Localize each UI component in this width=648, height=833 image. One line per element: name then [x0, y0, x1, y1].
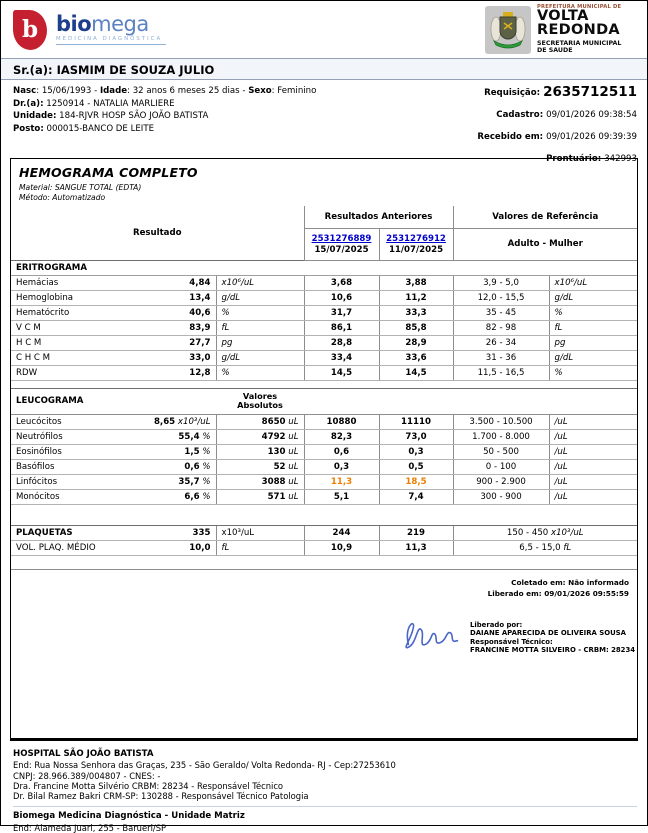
ref-unit: /uL [549, 429, 637, 444]
result-value: 0,6 [184, 461, 200, 472]
doctor-value: 1250914 - NATALIA MARLIERE [43, 98, 175, 109]
param-name: Hemoglobina [16, 292, 74, 303]
prev-value-2: 85,8 [379, 320, 453, 335]
param-name: PLAQUETAS [16, 527, 73, 538]
result-unit: x10³/uL [216, 525, 304, 540]
idade-label: Idade [99, 86, 128, 96]
ref-unit: % [549, 305, 637, 320]
nasc-label: Nasc [13, 86, 37, 96]
result-value: 55,4 [178, 431, 200, 442]
results-box [10, 158, 638, 741]
result-value: 1,5 [184, 446, 200, 457]
table-row [11, 429, 637, 444]
prev-value-1: 3,68 [304, 275, 379, 290]
report-footer [1, 741, 647, 833]
prev-value-1: 11,3 [304, 474, 379, 489]
ref-range: 900 - 2.900 [453, 474, 549, 489]
abs-number: 4792 [261, 431, 286, 442]
sexo-label: Sexo [248, 86, 272, 96]
result-unit: % [199, 446, 211, 457]
table-header-row-1 [11, 206, 637, 228]
prev-value-2: 11,3 [379, 540, 453, 555]
result-value: 83,9 [189, 322, 211, 333]
prev-result-1-header [304, 228, 379, 260]
ref-unit: g/dL [549, 290, 637, 305]
logo-text-mega: mega [91, 11, 149, 36]
result-unit: % [199, 461, 211, 472]
logo-text-bio: bio [56, 11, 92, 36]
col-anteriores-header: Resultados Anteriores [304, 206, 453, 228]
prontuario-label: Prontuário: [546, 153, 605, 164]
ref-range: 0 - 100 [453, 459, 549, 474]
abs-unit: uL [285, 476, 299, 487]
result-unit: % [216, 305, 304, 320]
recebido-line [477, 131, 637, 144]
param-name: Hematócrito [16, 307, 70, 318]
cadastro-value: 09/01/2026 09:38:54 [546, 109, 637, 120]
footer-divider [13, 806, 637, 807]
material-value: SANGUE TOTAL (EDTA) [52, 183, 142, 192]
result-unit: g/dL [216, 350, 304, 365]
absolute-value [216, 444, 304, 459]
requisicao-line [477, 86, 637, 100]
prev-value-2: 11,2 [379, 290, 453, 305]
logo-wordmark [56, 11, 166, 45]
table-row [11, 444, 637, 459]
result-unit: pg [216, 335, 304, 350]
result-value: 4,84 [189, 277, 211, 288]
result-unit: x10⁶/uL [216, 275, 304, 290]
recebido-label: Recebido em: [477, 132, 547, 142]
liberado-value: 09/01/2026 09:55:59 [544, 589, 629, 598]
ref-range-value: 6,5 - 15,0 [519, 542, 564, 553]
patient-name: IASMIM DE SOUZA JULIO [56, 63, 215, 77]
prev-value-1: 0,6 [304, 444, 379, 459]
absolute-value [216, 414, 304, 429]
ref-unit: g/dL [549, 350, 637, 365]
signature-block [399, 616, 637, 655]
table-row [11, 489, 637, 504]
prev-value-2: 11110 [379, 414, 453, 429]
result-value: 33,0 [189, 352, 211, 363]
prev-value-1: 244 [304, 525, 379, 540]
ref-unit: % [549, 365, 637, 380]
prev-value-1: 10880 [304, 414, 379, 429]
sexo-value: : Feminino [271, 86, 317, 96]
abs-header-line1: Valores [242, 391, 278, 401]
city-name-line2: REDONDA [537, 21, 620, 38]
liberado-por-label: Liberado por: [470, 620, 523, 629]
abs-unit: uL [285, 416, 299, 427]
result-unit: fL [216, 320, 304, 335]
patient-name-label: Sr.(a): [13, 63, 53, 77]
patient-details [1, 80, 647, 164]
param-name: Linfócitos [16, 476, 58, 487]
prev-value-2: 33,6 [379, 350, 453, 365]
material-line [19, 183, 629, 193]
liberado-label: Liberado em: [487, 589, 545, 598]
metodo-line [19, 193, 629, 203]
ref-range: 50 - 500 [453, 444, 549, 459]
ref-unit: fL [563, 542, 572, 553]
nasc-value: : 15/06/1993 - [36, 86, 100, 96]
ref-range [453, 540, 637, 555]
ref-range: 300 - 900 [453, 489, 549, 504]
param-name: V C M [16, 322, 41, 333]
param-name: Neutrófilos [16, 431, 63, 442]
secretaria-line [537, 40, 637, 55]
table-row [11, 320, 637, 335]
absolute-value [216, 429, 304, 444]
prev-requisition-link-1[interactable]: 2531276889 [311, 233, 372, 244]
abs-unit: uL [285, 491, 299, 502]
spacer-row [11, 555, 637, 569]
hospital-address: End: Rua Nossa Senhora das Graças, 235 - São Geraldo/ Volta Redonda- RJ - Cep:27253610 [13, 760, 396, 771]
prev-value-2: 14,5 [379, 365, 453, 380]
prev-value-1: 0,3 [304, 459, 379, 474]
result-unit: % [199, 476, 211, 487]
result-unit: % [199, 491, 211, 502]
volta-redonda-crest-icon [485, 6, 531, 54]
prev-value-1: 28,8 [304, 335, 379, 350]
ref-unit: /uL [549, 459, 637, 474]
spacer-row [11, 380, 637, 388]
hospital-resp-2: Dr. Bilal Ramez Bakri CRM-SP: 130288 - Responsável Técnico Patologia [13, 791, 309, 802]
metodo-value: Automatizado [49, 193, 106, 202]
section-title: ERITROGRAMA [11, 260, 637, 275]
prev-date-2: 11/07/2025 [388, 244, 444, 255]
table-row [11, 540, 637, 555]
result-unit: % [199, 431, 211, 442]
cadastro-line [477, 109, 637, 122]
result-value: 10,0 [189, 542, 211, 553]
ref-unit: fL [549, 320, 637, 335]
doctor-label: Dr.(a): [13, 98, 44, 109]
table-row [11, 335, 637, 350]
table-row [11, 365, 637, 380]
abs-unit: uL [285, 446, 299, 457]
coletado-line [19, 577, 629, 589]
liberado-por-name: DAIANE APARECIDA DE OLIVEIRA SOUSA [470, 629, 626, 638]
result-value: 12,8 [189, 367, 211, 378]
exam-header [11, 159, 637, 206]
matriz-name: Biomega Medicina Diagnóstica - Unidade Matriz [13, 811, 245, 822]
request-meta [477, 86, 637, 165]
abs-values-header [216, 388, 304, 414]
col-resultado-header: Resultado [132, 227, 182, 238]
hospital-name: HOSPITAL SÃO JOÃO BATISTA [13, 749, 154, 759]
release-info [11, 570, 637, 600]
absolute-value [216, 474, 304, 489]
ref-unit: /uL [549, 489, 637, 504]
ref-range: 26 - 34 [453, 335, 549, 350]
abs-number: 571 [267, 491, 286, 502]
prev-value-2: 0,5 [379, 459, 453, 474]
ref-unit: x10⁶/uL [549, 275, 637, 290]
param-name: Leucócitos [16, 416, 62, 427]
param-name: Hemácias [16, 277, 59, 288]
ref-unit: x10³/uL [551, 527, 584, 538]
prev-value-2: 18,5 [379, 474, 453, 489]
param-name: VOL. PLAQ. MÉDIO [16, 542, 96, 553]
prev-value-1: 86,1 [304, 320, 379, 335]
matriz-address: End: Alameda Juari, 255 - Barueri/SP [13, 822, 167, 833]
biomega-logo [13, 10, 166, 50]
report-header [1, 1, 647, 58]
abs-number: 8650 [261, 416, 286, 427]
prev-value-1: 10,9 [304, 540, 379, 555]
ref-unit: pg [549, 335, 637, 350]
table-row [11, 275, 637, 290]
absolute-value [216, 459, 304, 474]
abs-unit: uL [285, 431, 299, 442]
secretaria-line2: DE SAUDE [537, 47, 573, 55]
prev-value-2: 0,3 [379, 444, 453, 459]
posto-label: Posto: [13, 123, 44, 134]
ref-range: 1.700 - 8.000 [453, 429, 549, 444]
result-unit: x10³/uL [175, 416, 211, 427]
abs-number: 52 [273, 461, 286, 472]
section-header-filler [304, 388, 637, 414]
posto-value: 000015-BANCO DE LEITE [43, 123, 155, 134]
prev-value-2: 33,3 [379, 305, 453, 320]
prev-value-1: 14,5 [304, 365, 379, 380]
drop-letter: b [21, 16, 39, 43]
table-row [11, 414, 637, 429]
section-leucograma [11, 388, 637, 414]
result-value: 13,4 [189, 292, 211, 303]
result-value: 335 [192, 527, 211, 538]
ref-range: 35 - 45 [453, 305, 549, 320]
prev-value-1: 31,7 [304, 305, 379, 320]
prev-value-2: 219 [379, 525, 453, 540]
param-name: Basófilos [16, 461, 55, 472]
table-row [11, 459, 637, 474]
hospital-resp-1: Dra. Francine Motta Silvério CRBM: 28234 - Responsável Técnico [13, 780, 284, 791]
coletado-value: Não informado [568, 577, 629, 587]
result-value: 40,6 [189, 307, 211, 318]
table-row [11, 350, 637, 365]
ref-range: 82 - 98 [453, 320, 549, 335]
result-unit: g/dL [216, 290, 304, 305]
prev-value-1: 10,6 [304, 290, 379, 305]
table-row [11, 525, 637, 540]
col-referencia-header: Valores de Referência [453, 206, 637, 228]
prev-value-1: 82,3 [304, 429, 379, 444]
blood-drop-icon [13, 10, 47, 50]
metodo-label: Método: [19, 193, 50, 202]
param-name: Eosinófilos [16, 446, 62, 457]
ref-unit: /uL [549, 474, 637, 489]
abs-number: 130 [267, 446, 286, 457]
coletado-label: Coletado em: [511, 577, 569, 587]
liberado-line [19, 588, 629, 600]
table-row [11, 290, 637, 305]
prev-value-2: 73,0 [379, 429, 453, 444]
prev-date-1: 15/07/2025 [314, 244, 369, 255]
recebido-value: 09/01/2026 09:39:39 [546, 132, 637, 142]
abs-header-line2: Absolutos [237, 400, 283, 410]
prev-value-1: 5,1 [304, 489, 379, 504]
resp-tecnico-label: Responsável Técnico: [470, 637, 553, 646]
prontuario-line [477, 153, 637, 166]
prev-value-1: 33,4 [304, 350, 379, 365]
table-row [11, 474, 637, 489]
exam-meta [19, 183, 629, 203]
requisicao-label: Requisição: [484, 88, 544, 98]
results-table [11, 206, 637, 570]
prev-value-2: 7,4 [379, 489, 453, 504]
ref-range [453, 525, 637, 540]
ref-range: 31 - 36 [453, 350, 549, 365]
section-title: LEUCOGRAMA [11, 388, 216, 414]
unidade-value: 184-RJVR HOSP SÃO JOÃO BATISTA [56, 111, 209, 121]
cadastro-label: Cadastro: [496, 109, 547, 120]
abs-unit: uL [285, 461, 299, 472]
ref-unit: /uL [549, 414, 637, 429]
ref-range: 12,0 - 15,5 [453, 290, 549, 305]
material-label: Material: [19, 183, 53, 192]
signature-image [399, 616, 465, 654]
secretaria-line1: SECRETARIA MUNICIPAL [537, 39, 622, 47]
requisicao-number: 2635712511 [543, 84, 637, 100]
table-row [11, 305, 637, 320]
idade-value: : 32 anos 6 meses 25 dias - [127, 86, 249, 96]
param-name: RDW [16, 367, 38, 378]
logo-subtitle: MEDICINA DIAGNÓSTICA [56, 37, 166, 45]
result-value: 27,7 [189, 337, 211, 348]
param-name: H C M [16, 337, 42, 348]
spacer-row [11, 504, 637, 525]
result-value: 6,6 [184, 491, 200, 502]
exam-title: HEMOGRAMA COMPLETO [19, 165, 198, 180]
param-name: C H C M [16, 352, 51, 363]
ref-range: 3.500 - 10.500 [453, 414, 549, 429]
city-name-line1: VOLTA [537, 8, 589, 25]
prontuario-value: 342993 [604, 153, 637, 164]
ref-unit: /uL [549, 444, 637, 459]
section-eritrograma [11, 260, 637, 275]
prev-result-2-header [379, 228, 453, 260]
param-name: Monócitos [16, 491, 60, 502]
abs-number: 3088 [261, 476, 286, 487]
resp-tecnico-name: FRANCINE MOTTA SILVEIRO - CRBM: 28234 [470, 646, 636, 655]
signature-text [470, 616, 635, 655]
hospital-cnpj: CNPJ: 28.966.389/004807 - CNES: - [13, 770, 161, 781]
ref-range: 3,9 - 5,0 [453, 275, 549, 290]
prev-requisition-link-2[interactable]: 2531276912 [386, 233, 446, 244]
municipality-block [485, 4, 637, 55]
result-value: 35,7 [178, 476, 200, 487]
prev-value-2: 28,9 [379, 335, 453, 350]
prefeitura-line: PREFEITURA MUNICIPAL DE [537, 4, 622, 11]
ref-subheader: Adulto - Mulher [453, 228, 637, 260]
ref-range: 11,5 - 16,5 [453, 365, 549, 380]
result-unit: % [216, 365, 304, 380]
ref-range-value: 150 - 450 [506, 527, 551, 538]
municipality-text [537, 4, 637, 55]
patient-name-band [1, 58, 647, 80]
result-unit: fL [216, 540, 304, 555]
unidade-label: Unidade: [13, 111, 57, 121]
result-value: 8,65 [153, 416, 176, 427]
absolute-value [216, 489, 304, 504]
prev-value-2: 3,88 [379, 275, 453, 290]
